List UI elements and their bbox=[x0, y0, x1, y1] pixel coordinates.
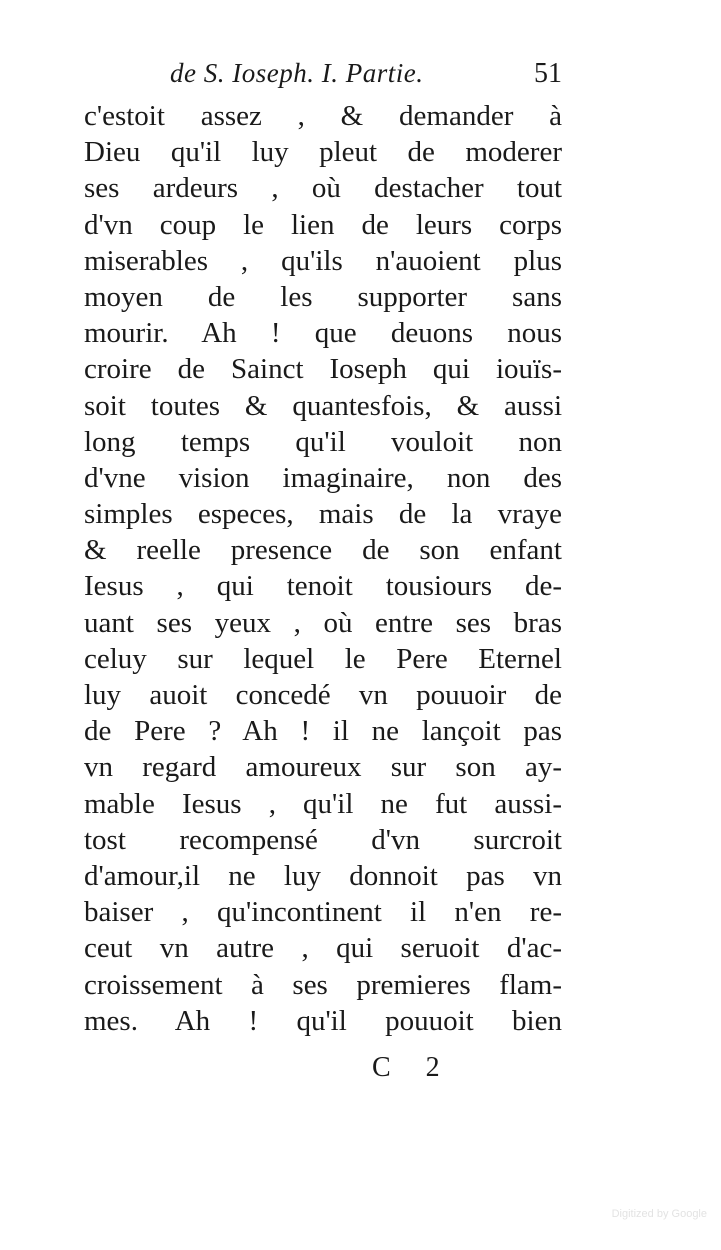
text-line: mourir. Ah ! que deuons nous bbox=[84, 317, 562, 350]
text-line: Iesus , qui tenoit tousiours de- bbox=[84, 570, 562, 603]
text-line: croire de Sainct Ioseph qui iouïs- bbox=[84, 353, 562, 386]
text-line: de Pere ? Ah ! il ne lançoit pas bbox=[84, 715, 562, 748]
text-line: d'amour,il ne luy donnoit pas vn bbox=[84, 859, 562, 892]
digitization-watermark: Digitized by Google bbox=[611, 1208, 707, 1220]
text-line: uant ses yeux , où entre ses bras bbox=[84, 606, 562, 639]
page-number: 51 bbox=[534, 58, 562, 89]
text-line: luy auoit concedé vn pouuoir de bbox=[84, 679, 562, 711]
text-line: c'estoit assez , & demander à bbox=[84, 100, 562, 132]
body-text bbox=[84, 98, 562, 1039]
signature-mark: C 2 bbox=[372, 1052, 454, 1083]
text-line: baiser , qu'incontinent il n'en re- bbox=[84, 896, 562, 929]
text-line: mable Iesus , qu'il ne fut aussi- bbox=[84, 787, 562, 820]
running-head: de S. Ioseph. I. Partie. bbox=[170, 58, 424, 88]
text-line: ses ardeurs , où destacher tout bbox=[84, 172, 562, 205]
text-line: tost recompensé d'vn surcroit bbox=[84, 823, 562, 856]
text-line: Dieu qu'il luy pleut de moderer bbox=[84, 136, 562, 169]
text-line: d'vn coup le lien de leurs corps bbox=[84, 208, 562, 241]
text-line: croissement à ses premieres flam- bbox=[84, 968, 562, 1001]
text-line: soit toutes & quantesfois, & aussi bbox=[84, 389, 562, 422]
text-line: miserables , qu'ils n'auoient plus bbox=[84, 244, 562, 277]
text-line: long temps qu'il vouloit non bbox=[84, 425, 562, 458]
page-header bbox=[170, 58, 562, 94]
text-line: ceut vn autre , qui seruoit d'ac- bbox=[84, 932, 562, 965]
text-line: & reelle presence de son enfant bbox=[84, 534, 562, 567]
text-line: celuy sur lequel le Pere Eternel bbox=[84, 642, 562, 675]
text-line: moyen de les supporter sans bbox=[84, 280, 562, 313]
text-line: vn regard amoureux sur son ay- bbox=[84, 751, 562, 784]
text-line: mes. Ah ! qu'il pouuoit bien bbox=[84, 1004, 562, 1037]
text-line: d'vne vision imaginaire, non des bbox=[84, 461, 562, 494]
text-line: simples especes, mais de la vraye bbox=[84, 498, 562, 531]
